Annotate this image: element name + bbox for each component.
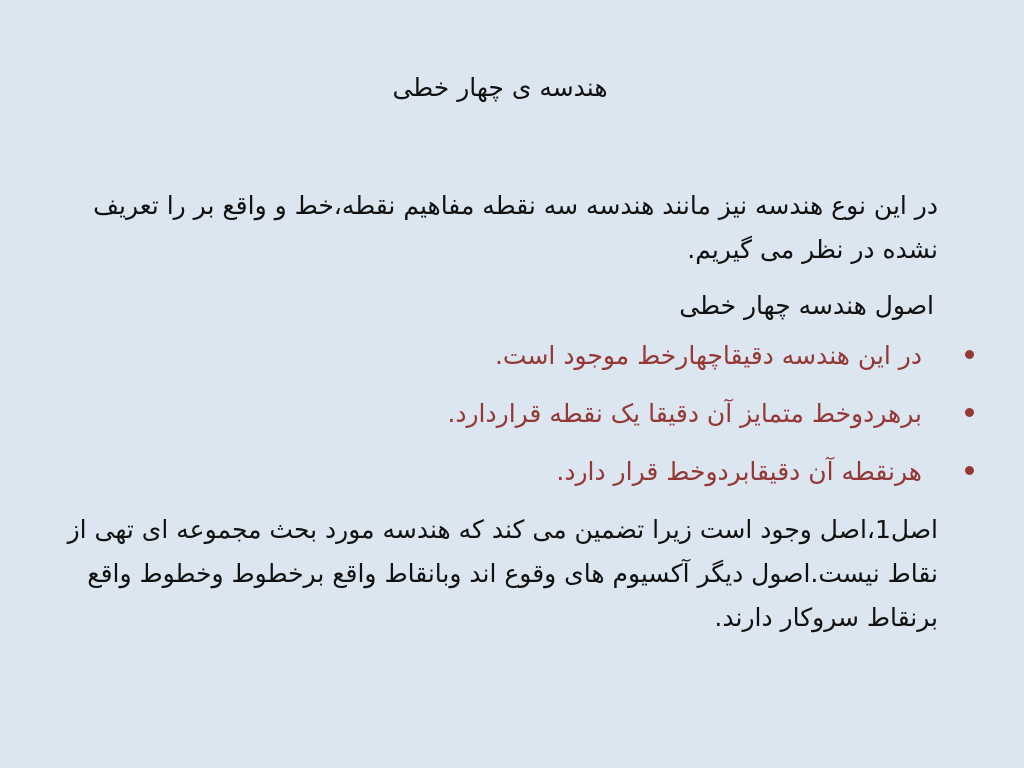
bullet-dot-icon: [965, 350, 974, 359]
slide-body: [58, 184, 938, 640]
intro-paragraph: در این نوع هندسه نیز مانند هندسه سه نقطه مفاهیم نقطه،خط و واقع بر را تعریف نشده در نظر می گیریم.: [93, 191, 938, 264]
bullet-dot-icon: [965, 466, 974, 475]
axioms-heading: اصول هندسه چهار خطی: [679, 291, 934, 320]
axiom-item: [58, 392, 938, 436]
axiom-item: [58, 450, 938, 494]
axiom-item: [58, 334, 938, 378]
axiom-text: در این هندسه دقیقاچهارخط موجود است.: [494, 341, 922, 370]
slide-title: هندسه ی چهار خطی: [392, 73, 608, 102]
closing-paragraph: اصل1،اصل وجود است زیرا تضمین می کند که هندسه مورد بحث مجموعه ای تهی از نقاط نیست.اصول دیگر آکسیوم های وقوع اند وبانقاط واقع برخطوط وخطوط واقع برنقاط سروکار دارند.: [67, 515, 938, 632]
axiom-text: برهردوخط متمایز آن دقیقا یک نقطه قراردارد.: [447, 399, 922, 428]
axioms-list: [58, 334, 938, 494]
bullet-dot-icon: [965, 408, 974, 417]
axiom-text: هرنقطه آن دقیقابردوخط قرار دارد.: [556, 457, 922, 486]
